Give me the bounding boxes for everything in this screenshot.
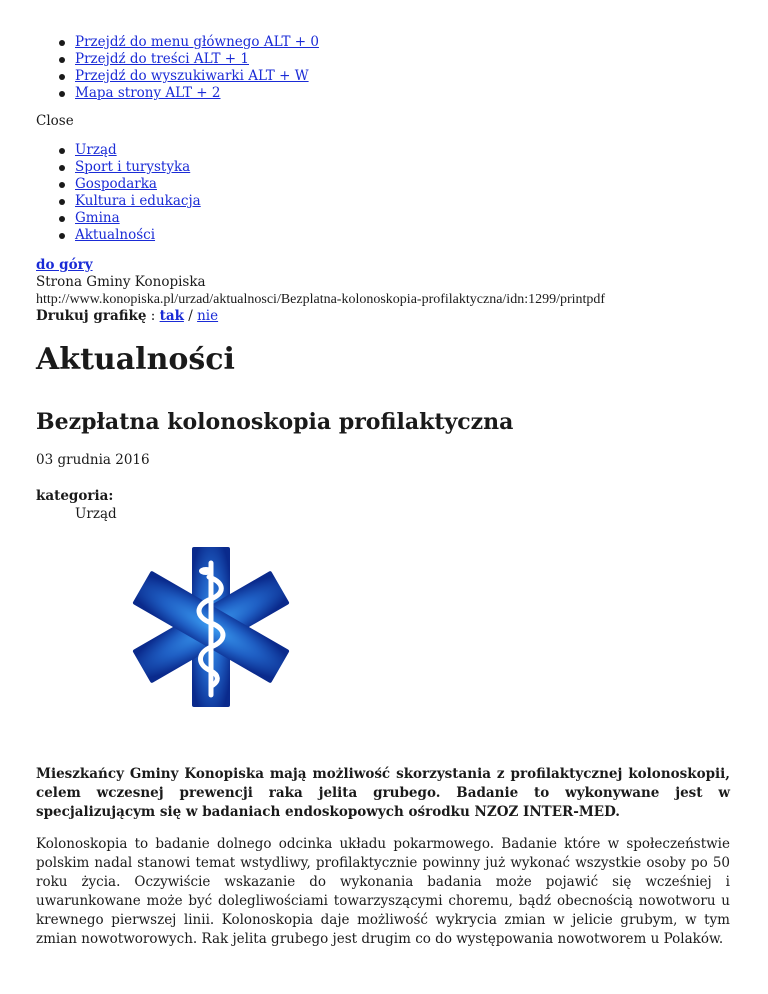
star-of-life-icon [36, 545, 341, 710]
article-body: Kolonoskopia to badanie dolnego odcinka układu pokarmowego. Badanie które w społeczeństwie polskim nadal stanowi temat wstydliwy, profilaktycznie powinny już wykonać wszystkie osoby po 50 roku życia. Oczywiście wskazanie do wykonania badania może pojawić się wcześniej i uwarunkowane może być dolegliwościami towarzyszącymi choremu, bądź obecnością nowotworu u krewnego pierwszej linii. Kolonoskopia daje możliwość wykrycia zmian w jelicie grubym, w tym zmian nowotworowych. Rak jelita grubego jest drugim co do występowania nowotworem u Polaków. [36, 836, 730, 947]
article-image [36, 545, 341, 710]
category-label: kategoria: [36, 488, 114, 504]
skip-link-item [58, 51, 319, 68]
article-date: 03 grudnia 2016 [36, 452, 150, 468]
menu-item-gospodarka[interactable]: Gospodarka [75, 176, 157, 192]
menu-item-gmina[interactable]: Gmina [75, 210, 120, 226]
main-menu [58, 142, 201, 244]
menu-item-sport[interactable]: Sport i turystyka [75, 159, 191, 175]
menu-item [58, 193, 201, 210]
article-lead: Mieszkańcy Gminy Konopiska mają możliwość skorzystania z profilaktycznej kolonoskopii, celem wczesnej prewencji raka jelita grubego. Badanie to wykonywane jest w specjalizującym się w badaniach endoskopowych ośrodku NZOZ INTER-MED. [36, 766, 730, 820]
skip-to-main-menu-link[interactable]: Przejdź do menu głównego ALT + 0 [75, 34, 319, 50]
skip-to-content-link[interactable]: Przejdź do treści ALT + 1 [75, 51, 249, 67]
menu-item [58, 159, 201, 176]
sitemap-link[interactable]: Mapa strony ALT + 2 [75, 85, 221, 101]
skip-link-item [58, 68, 319, 85]
menu-item-aktualnosci[interactable]: Aktualności [75, 227, 156, 243]
menu-item-kultura[interactable]: Kultura i edukacja [75, 193, 201, 209]
print-graphic-yes-link[interactable]: tak [159, 308, 184, 324]
page-title: Aktualności [36, 342, 235, 377]
skip-to-search-link[interactable]: Przejdź do wyszukiwarki ALT + W [75, 68, 309, 84]
back-to-top-link[interactable]: do góry [36, 257, 93, 273]
skip-links-list [58, 34, 319, 102]
article-title: Bezpłatna kolonoskopia profilaktyczna [36, 409, 514, 435]
print-graphic-no-link[interactable]: nie [197, 308, 219, 324]
skip-link-item [58, 34, 319, 51]
menu-item [58, 176, 201, 193]
menu-item [58, 210, 201, 227]
separator: : [146, 308, 160, 324]
menu-item-urzad[interactable]: Urząd [75, 142, 117, 158]
category-value: Urząd [75, 506, 117, 522]
print-graphic-label: Drukuj grafikę [36, 308, 147, 324]
separator: / [183, 308, 198, 324]
skip-link-item [58, 85, 319, 102]
print-url: http://www.konopiska.pl/urzad/aktualnosci/Bezplatna-kolonoskopia-profilaktyczna/idn:1299/printpdf [36, 292, 606, 307]
menu-item [58, 142, 201, 159]
site-name: Strona Gminy Konopiska [36, 274, 206, 290]
print-graphic-toggle [36, 308, 218, 325]
menu-item [58, 227, 201, 244]
close-label[interactable]: Close [36, 113, 74, 129]
